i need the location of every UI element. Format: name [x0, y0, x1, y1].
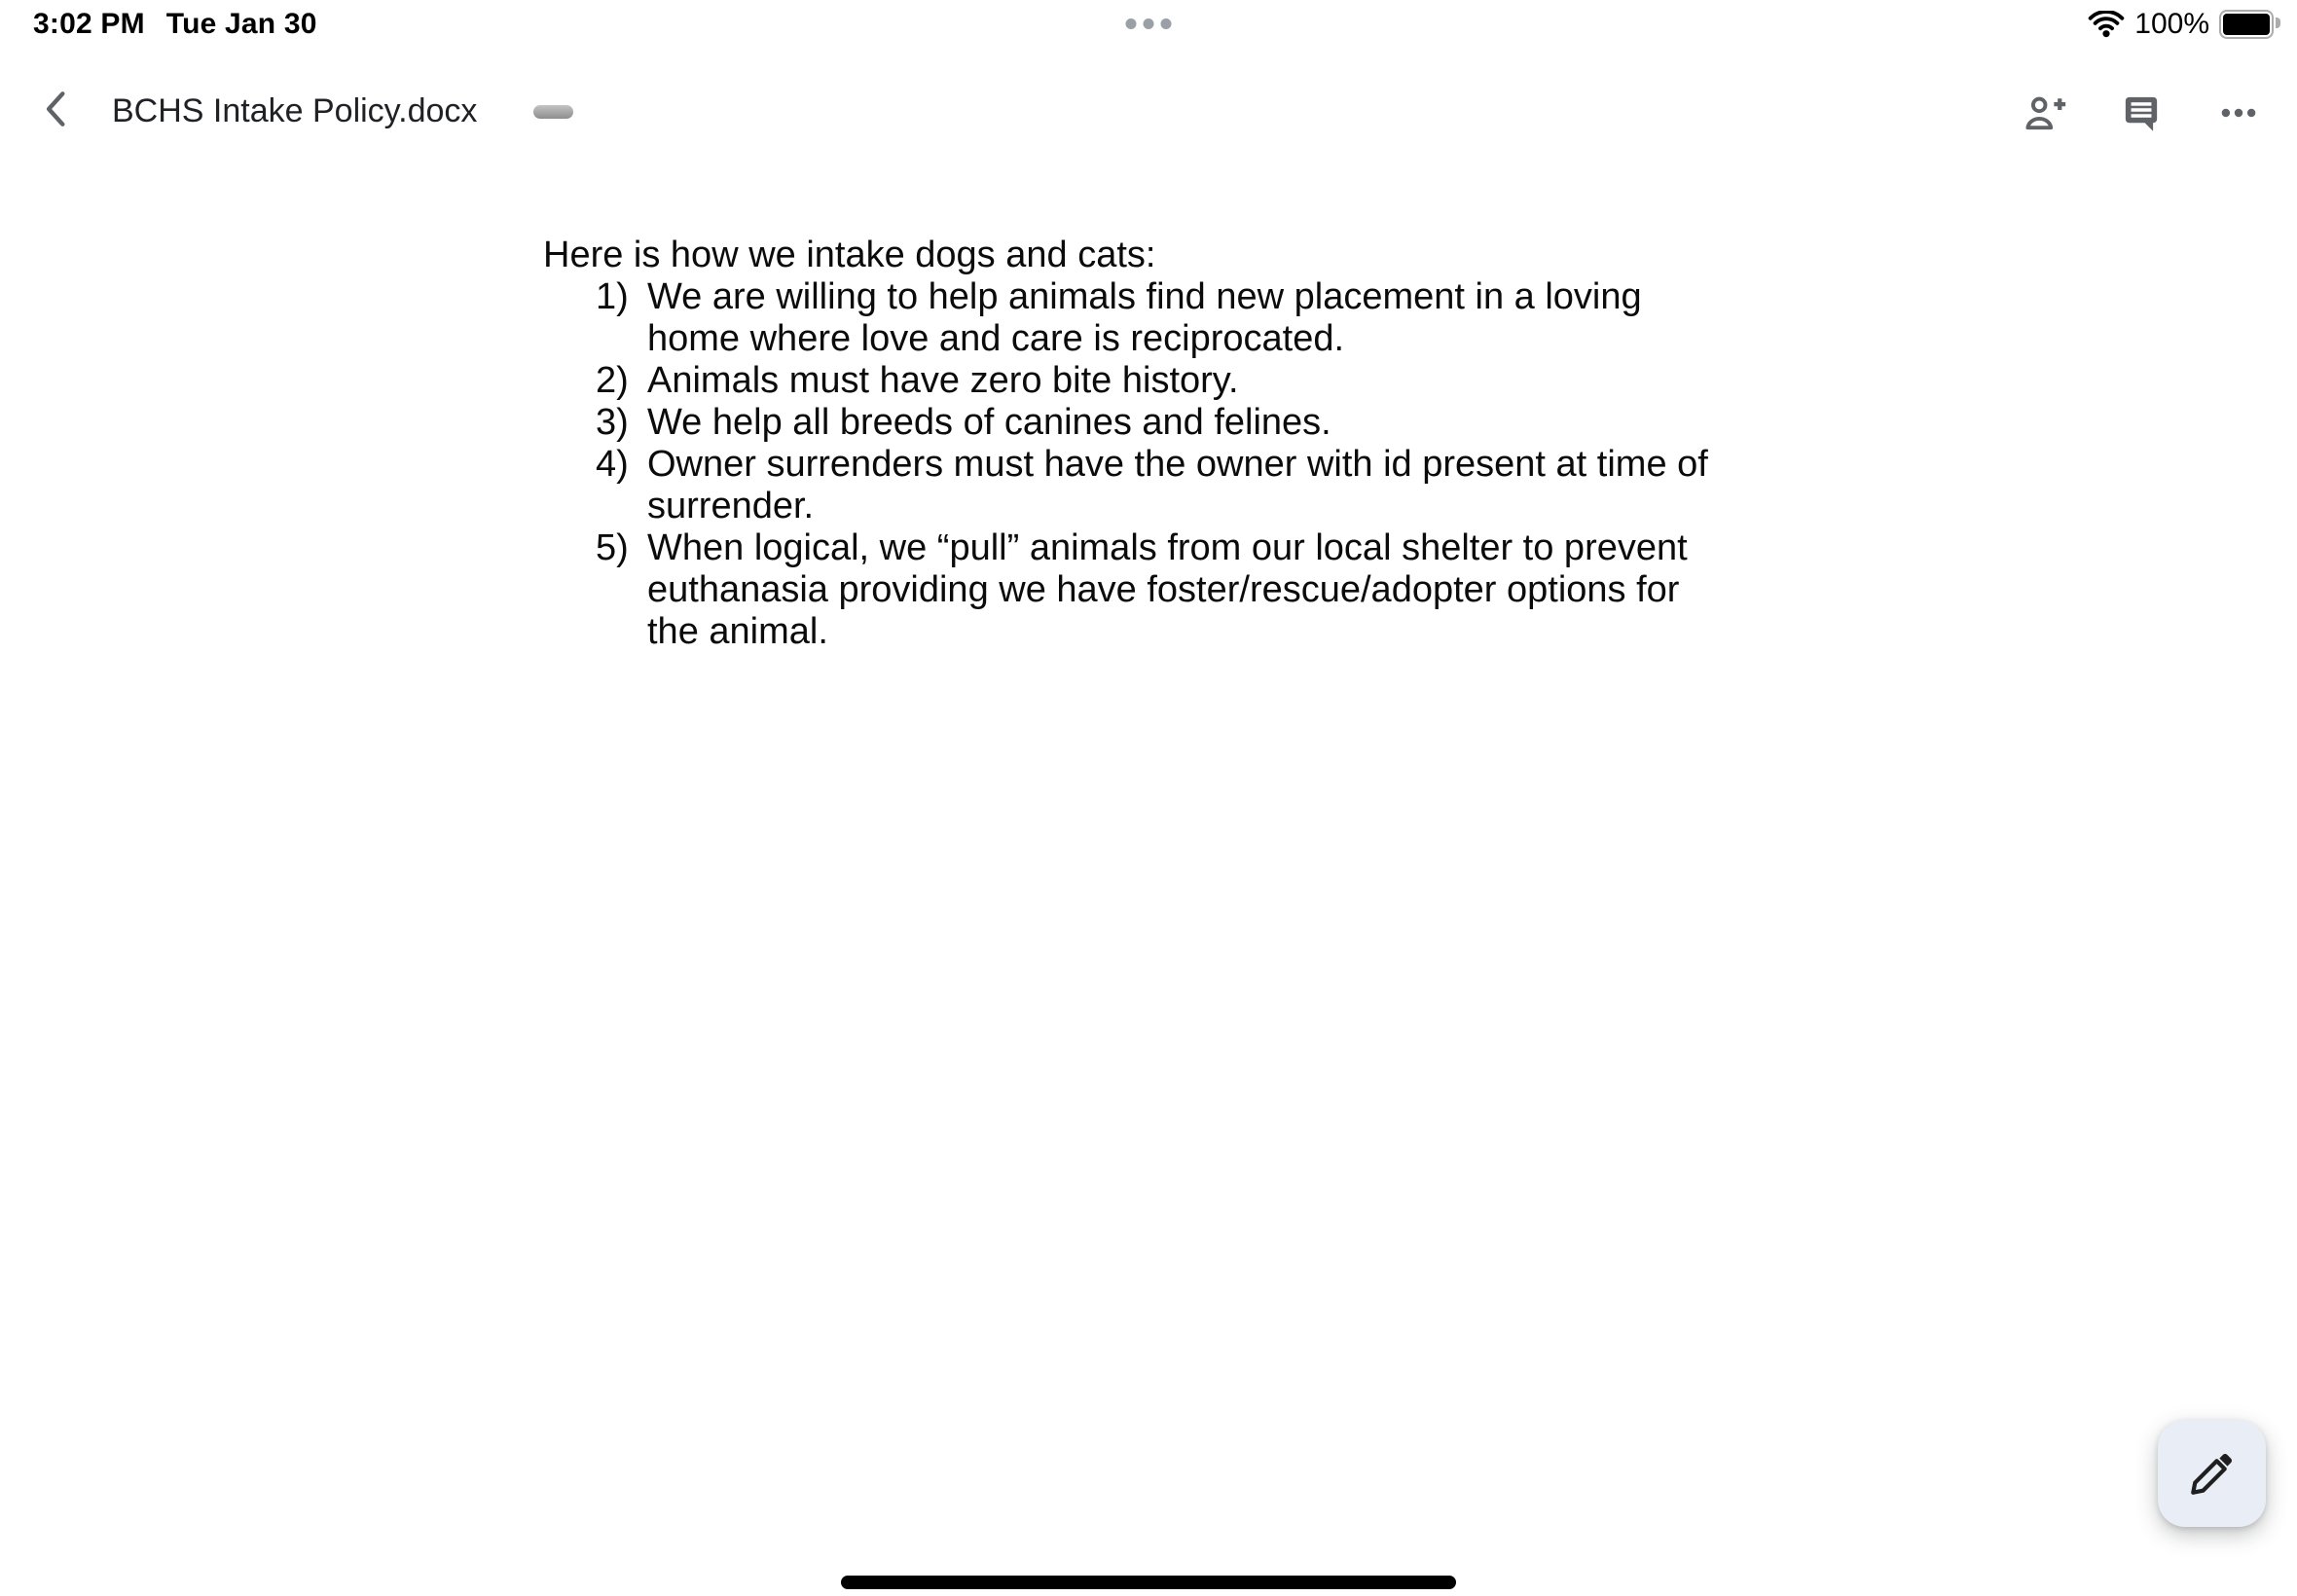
list-item	[543, 527, 1731, 653]
doc-numbered-list	[543, 276, 1731, 653]
status-bar-left	[33, 8, 317, 41]
list-item	[543, 402, 1731, 444]
list-item-number: 1)	[596, 276, 629, 317]
back-button[interactable]	[35, 88, 78, 134]
header-actions	[2021, 90, 2262, 136]
dot-icon	[1161, 18, 1172, 29]
list-item-text: We help all breeds of canines and felines.	[647, 402, 1331, 443]
person-add-icon	[2021, 92, 2067, 133]
app-header	[0, 82, 2297, 144]
status-bar-right	[2088, 8, 2281, 41]
document-title: BCHS Intake Policy.docx	[112, 92, 478, 129]
comment-icon	[2120, 91, 2163, 134]
document-canvas[interactable]	[543, 235, 1731, 653]
share-button[interactable]	[2021, 90, 2067, 136]
list-item-text: Animals must have zero bite history.	[647, 360, 1239, 401]
list-item	[543, 444, 1731, 527]
redacted-pill	[533, 105, 573, 119]
list-item	[543, 360, 1731, 402]
more-options-button[interactable]	[2215, 90, 2262, 136]
status-date: Tue Jan 30	[165, 8, 317, 40]
list-item-text: When logical, we “pull” animals from our local shelter to prevent euthanasia providing we have foster/rescue/adopter options for the animal.	[647, 527, 1688, 652]
dot-icon	[1144, 18, 1154, 29]
battery-percent: 100%	[2134, 8, 2209, 40]
edit-button[interactable]	[2158, 1420, 2266, 1527]
list-item	[543, 276, 1731, 360]
list-item-number: 2)	[596, 360, 629, 401]
list-item-number: 3)	[596, 402, 629, 443]
more-horizontal-icon	[2218, 92, 2259, 133]
list-item-text: Owner surrenders must have the owner with id present at time of surrender.	[647, 444, 1708, 526]
doc-intro-line: Here is how we intake dogs and cats:	[543, 235, 1156, 275]
comments-button[interactable]	[2118, 90, 2165, 136]
pencil-icon	[2185, 1446, 2240, 1501]
multitasking-dots-icon[interactable]	[1126, 18, 1172, 29]
list-item-text: We are willing to help animals find new placement in a loving home where love and care is reciprocated.	[647, 276, 1642, 359]
battery-icon	[2219, 10, 2274, 39]
wifi-icon	[2088, 11, 2125, 38]
status-time: 3:02 PM	[33, 8, 145, 40]
home-indicator[interactable]	[841, 1576, 1456, 1589]
list-item-number: 4)	[596, 444, 629, 485]
list-item-number: 5)	[596, 527, 629, 568]
dot-icon	[1126, 18, 1137, 29]
chevron-left-icon	[38, 88, 75, 130]
